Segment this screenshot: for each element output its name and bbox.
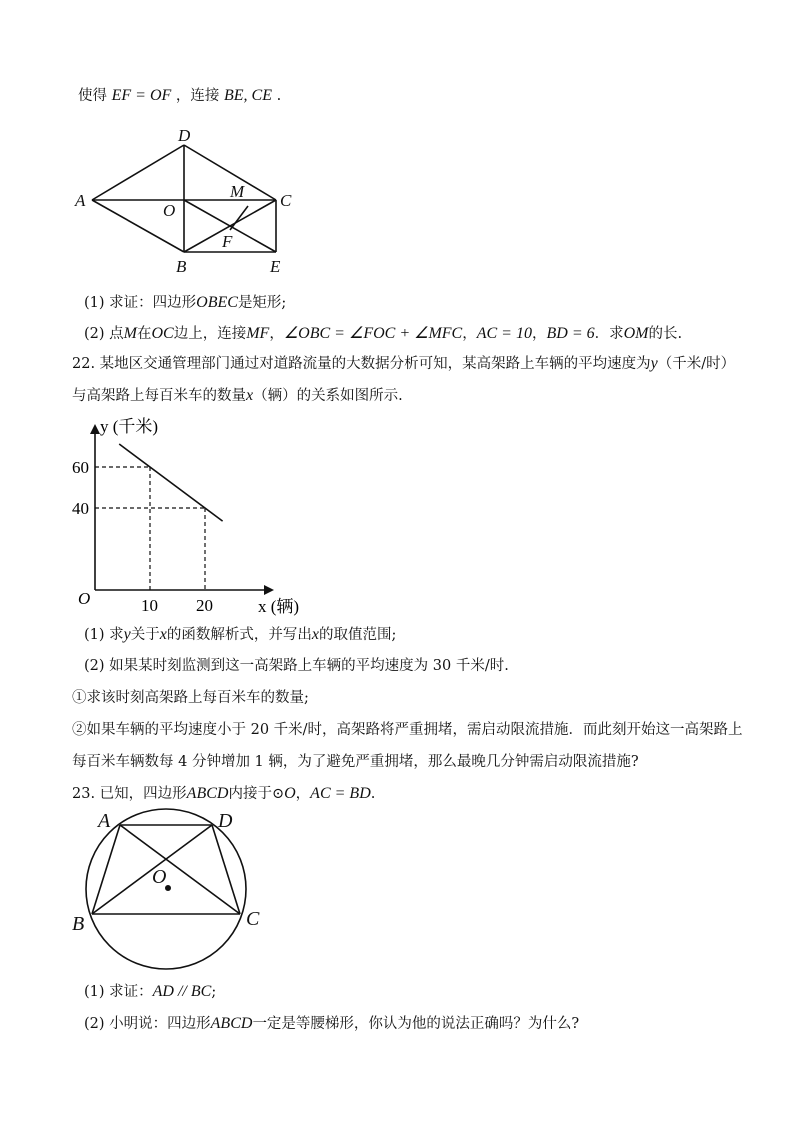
label-A: A bbox=[75, 191, 86, 210]
circle-label-B: B bbox=[72, 913, 85, 935]
circle-label-A: A bbox=[98, 810, 111, 832]
circle-label-O: O bbox=[152, 866, 167, 888]
x-tick-label: 20 bbox=[196, 596, 213, 615]
label-C: C bbox=[280, 191, 292, 210]
label-B: B bbox=[176, 257, 187, 276]
q21-part2: (2) 点M在OC边上，连接MF，∠OBC = ∠FOC + ∠MFC，AC = 10，BD = 6．求OM的长. bbox=[84, 325, 683, 342]
q21-part1: (1) 求证：四边形OBEC是矩形; bbox=[84, 294, 287, 311]
q22-sub1: ①求该时刻高架路上每百米车的数量; bbox=[72, 690, 309, 706]
y-tick-label: 60 bbox=[72, 458, 89, 477]
q22-sub2b: 每百米车辆数每 4 分钟增加 1 辆，为了避免严重拥堵，那么最晚几分钟需启动限流措施? bbox=[72, 754, 639, 770]
label-M: M bbox=[230, 182, 245, 201]
intro-line: 使得 EF = OF ，连接 BE, CE . bbox=[78, 87, 282, 104]
origin-label: O bbox=[78, 589, 91, 608]
q22-part1: (1) 求y关于x的函数解析式，并写出x的取值范围; bbox=[84, 626, 397, 643]
q22-part2: (2) 如果某时刻监测到这一高架路上车辆的平均速度为 30 千米/时. bbox=[84, 658, 509, 674]
x-tick-label: 10 bbox=[141, 596, 158, 615]
y-axis-label: y (千米) bbox=[100, 417, 159, 436]
q22-line1: 22. 某地区交通管理部门通过对道路流量的大数据分析可知，某高架路上车辆的平均速度为y（千米/时） bbox=[72, 355, 736, 372]
q23-stem: 23. 已知，四边形ABCD内接于⊙O，AC = BD. bbox=[72, 785, 376, 802]
q23-part2: (2) 小明说：四边形ABCD一定是等腰梯形，你认为他的说法正确吗？为什么? bbox=[84, 1015, 580, 1032]
q22-sub2a: ②如果车辆的平均速度小于 20 千米/时，高架路将严重拥堵，需启动限流措施．而此刻开始这一高架路上 bbox=[72, 722, 743, 738]
q23-part1: (1) 求证：AD // BC; bbox=[84, 983, 217, 1000]
circle-label-C: C bbox=[246, 908, 260, 930]
label-E: E bbox=[270, 257, 281, 276]
y-tick-label: 40 bbox=[72, 499, 89, 518]
label-O: O bbox=[163, 201, 176, 220]
label-F: F bbox=[222, 232, 233, 251]
circle-label-D: D bbox=[218, 810, 233, 832]
label-D: D bbox=[178, 126, 191, 145]
x-axis-label: x (辆) bbox=[258, 597, 300, 616]
q22-line2: 与高架路上每百米车的数量x（辆）的关系如图所示. bbox=[72, 387, 403, 404]
